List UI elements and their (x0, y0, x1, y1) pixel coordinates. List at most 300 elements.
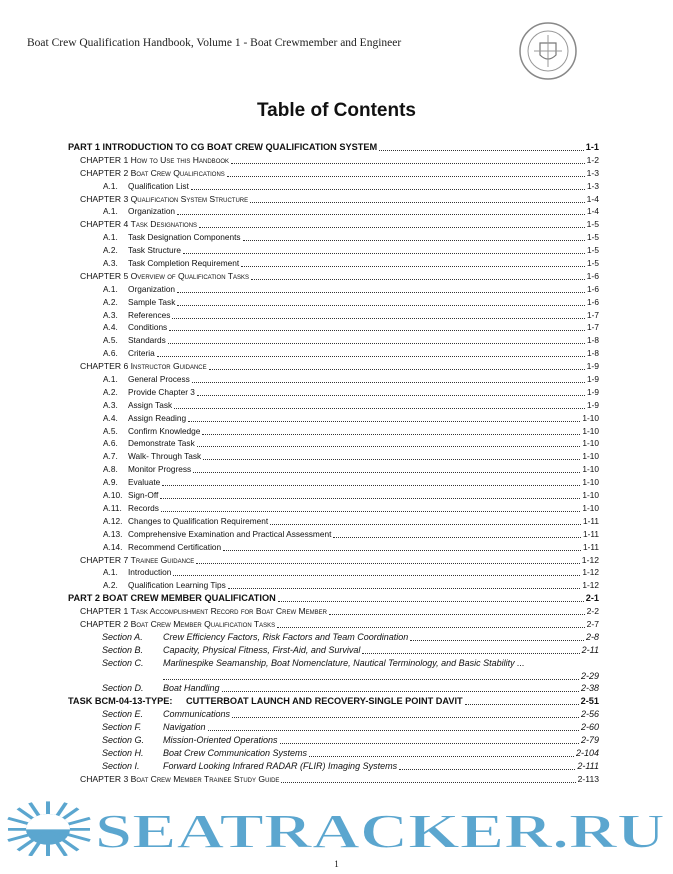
dot-leader (196, 554, 580, 564)
dot-leader (410, 631, 584, 641)
toc-entry-page: 1-8 (587, 335, 599, 346)
toc-entry-number: A.2. (103, 580, 118, 591)
toc-entry-number: CHAPTER 2 (80, 167, 129, 178)
toc-entry-page: 1-7 (587, 322, 599, 333)
toc-entry-title: Task Designation Components (128, 232, 241, 243)
toc-entry-chapter[interactable] (68, 193, 599, 206)
toc-entry-page (598, 657, 599, 670)
toc-entry-label (103, 579, 227, 592)
dot-leader (277, 618, 584, 628)
toc-entry-page: 2-79 (580, 734, 599, 745)
toc-entry-title: Conditions (128, 322, 168, 333)
toc-entry-number: Section B. (102, 644, 144, 655)
dot-leader (172, 309, 585, 319)
toc-entry-label (103, 515, 269, 528)
toc-entry-label (103, 502, 160, 515)
toc-entry-page: 1-10 (582, 425, 599, 436)
toc-entry-label (103, 309, 171, 322)
dot-leader (281, 773, 575, 783)
toc-entry-section[interactable] (68, 760, 599, 773)
toc-entry-page: 2-104 (575, 747, 599, 758)
toc-entry-title: Qualification System Structure (130, 193, 249, 204)
toc-entry-page: 1-12 (582, 580, 599, 591)
toc-entry-part[interactable] (68, 141, 599, 154)
dot-leader (177, 205, 585, 215)
svg-text:SEATRACKER.RU: SEATRACKER.RU (95, 804, 665, 856)
toc-entry-sub[interactable] (68, 566, 599, 579)
toc-entry-page: 1-12 (582, 567, 599, 578)
toc-entry-section[interactable] (68, 734, 599, 747)
dot-leader (191, 180, 585, 190)
toc-entry-page: 1-11 (583, 528, 599, 539)
toc-entry-title: General Process (128, 374, 190, 385)
toc-entry-label (80, 605, 328, 618)
dot-leader (197, 386, 585, 396)
toc-entry-label (103, 244, 182, 257)
page-number: 1 (334, 859, 339, 869)
toc-entry-section[interactable] (68, 721, 599, 734)
toc-entry-label (103, 373, 191, 386)
toc-entry-label (103, 463, 192, 476)
toc-entry-title: Forward Looking Infrared RADAR (FLIR) Imaging Systems (163, 760, 398, 771)
toc-entry-number: CHAPTER 2 (80, 618, 129, 629)
toc-entry-number: CHAPTER 6 (80, 361, 129, 372)
toc-entry-number: A.2. (103, 296, 118, 307)
toc-entry-chapter[interactable] (68, 218, 599, 231)
toc-entry-section[interactable] (68, 747, 599, 760)
toc-entry-page: 1-2 (586, 154, 599, 165)
toc-entry-label (102, 631, 409, 644)
toc-entry-number: A.4. (103, 412, 118, 423)
toc-entry-number: A.9. (103, 477, 118, 488)
toc-entry-label (80, 554, 195, 567)
toc-entry-page: 1-10 (582, 464, 599, 475)
toc-entry-label (102, 682, 221, 695)
toc-entry-title: Capacity, Physical Fitness, First-Aid, and Survival (163, 644, 361, 655)
toc-entry-page: 2-51 (580, 696, 599, 707)
toc-entry-page: 2-111 (577, 760, 599, 771)
toc-entry-number: A.1. (103, 232, 118, 243)
toc-entry-number: CHAPTER 3 (80, 773, 129, 784)
toc-entry-section[interactable] (68, 631, 599, 644)
toc-entry-label (161, 670, 162, 683)
toc-entry-title: Task Accomplishment Record for Boat Crew Member (130, 606, 327, 617)
toc-entry-chapter[interactable] (68, 270, 599, 283)
toc-entry-page: 1-10 (582, 490, 599, 501)
toc-entry-label (102, 734, 279, 747)
dot-leader (232, 708, 579, 718)
toc-entry-number: A.3. (103, 258, 118, 269)
toc-entry-label (68, 695, 464, 708)
toc-entry-page: 1-5 (586, 219, 599, 230)
dot-leader (241, 257, 585, 267)
toc-entry-part[interactable] (68, 592, 599, 605)
toc-entry-page: 1-1 (585, 142, 599, 152)
toc-entry-number: A.1. (103, 180, 118, 191)
toc-entry-number: Section A. (102, 631, 143, 642)
dot-leader (243, 231, 585, 241)
toc-entry-label (103, 412, 187, 425)
toc-entry-sub[interactable] (68, 205, 599, 218)
dot-leader (280, 734, 579, 744)
toc-entry-page: 1-10 (582, 502, 599, 513)
toc-entry-number: A.1. (103, 374, 118, 385)
toc-entry-number: A.2. (103, 245, 118, 256)
toc-entry-chapter[interactable] (68, 773, 599, 786)
toc-entry-label (103, 231, 242, 244)
toc-entry-page: 1-9 (587, 399, 599, 410)
toc-entry-label (80, 218, 198, 231)
toc-entry-sub[interactable] (68, 450, 599, 463)
toc-entry-title: Assign Task (128, 399, 173, 410)
toc-entry-page: 1-7 (587, 309, 599, 320)
dot-leader (222, 682, 579, 692)
dot-leader (163, 670, 579, 680)
dot-leader (399, 760, 575, 770)
toc-entry-sub[interactable] (68, 283, 599, 296)
dot-leader (177, 296, 585, 306)
running-header: Boat Crew Qualification Handbook, Volume 1 - Boat Crewmember and Engineer (27, 37, 402, 49)
toc-entry-label (102, 657, 526, 670)
toc-entry-page: 1-10 (582, 412, 599, 423)
toc-entry-label (103, 321, 168, 334)
toc-entry-label (103, 257, 240, 270)
toc-entry-sub[interactable] (68, 412, 599, 425)
toc-entry-label (102, 721, 207, 734)
dot-leader (174, 399, 585, 409)
toc-entry-page: 1-11 (583, 541, 599, 552)
dot-leader (329, 605, 585, 615)
toc-entry-label (103, 283, 176, 296)
dot-leader (160, 489, 580, 499)
toc-entry-label (103, 476, 161, 489)
toc-entry-page: 1-10 (582, 438, 599, 449)
toc-entry-sub[interactable] (68, 373, 599, 386)
toc-entry-title: Records (128, 502, 159, 513)
toc-entry-number: CHAPTER 4 (80, 219, 129, 230)
toc-entry-page: 1-10 (582, 451, 599, 462)
toc-entry-number: A.4. (103, 322, 118, 333)
dot-leader (228, 579, 581, 589)
toc-entry-title: Monitor Progress (128, 464, 192, 475)
dot-leader (197, 437, 581, 447)
toc-entry-title: Changes to Qualification Requirement (128, 515, 269, 526)
toc-entry-page: 2-56 (580, 709, 599, 720)
toc-entry-page: 2-29 (580, 670, 599, 681)
dot-leader (250, 193, 584, 203)
toc-entry-label (103, 450, 202, 463)
toc-entry-page: 2-38 (580, 683, 599, 694)
toc-entry-number: A.5. (103, 335, 118, 346)
dot-leader (157, 347, 585, 357)
toc-entry-number: A.2. (103, 386, 118, 397)
toc-entry-title: How to Use this Handbook (130, 154, 230, 165)
dot-leader (162, 476, 580, 486)
toc-entry-title: Organization (128, 283, 176, 294)
toc-entry-sub[interactable] (68, 425, 599, 438)
toc-entry-title: Boat Crew Member Trainee Study Guide (130, 773, 280, 784)
dot-leader (188, 412, 580, 422)
toc-entry-page: 1-9 (586, 361, 599, 372)
toc-entry-number: A.1. (103, 206, 118, 217)
toc-entry-label (68, 592, 277, 605)
toc-entry-number: Section C. (102, 657, 144, 668)
toc-entry-title: Qualification Learning Tips (128, 580, 226, 591)
toc-entry-label (103, 425, 201, 438)
toc-entry-sub[interactable] (68, 515, 599, 528)
toc-entry-label (103, 296, 176, 309)
dot-leader (209, 360, 585, 370)
toc-entry-number: A.1. (103, 283, 118, 294)
toc-entry-title: Boat Crew Member Qualification Tasks (130, 618, 276, 629)
toc-entry-sub[interactable] (68, 244, 599, 257)
toc-entry-title: Trainee Guidance (130, 554, 195, 565)
toc-entry-page: 2-2 (586, 606, 599, 617)
toc-entry-title: Navigation (163, 722, 206, 733)
toc-entry-sub[interactable] (68, 528, 599, 541)
toc-entry-label (68, 141, 378, 154)
toc-entry-label (102, 708, 231, 721)
toc-entry-title: Marlinespike Seamanship, Boat Nomenclature, Nautical Terminology, and Basic Stability ... (163, 657, 525, 668)
toc-entry-number: A.1. (103, 567, 118, 578)
toc-entry-sub[interactable] (68, 309, 599, 322)
dot-leader (192, 373, 585, 383)
toc-entry-number: A.12. (103, 515, 123, 526)
toc-entry-page: 1-4 (587, 206, 599, 217)
toc-entry-label (80, 360, 208, 373)
toc-entry-title: Task Structure (128, 245, 182, 256)
toc-entry-title: Communications (163, 709, 231, 720)
toc-entry-number: CHAPTER 3 (80, 193, 129, 204)
toc-entry-number: A.13. (103, 528, 123, 539)
dot-leader (202, 425, 580, 435)
toc-entry-page: 2-11 (581, 644, 599, 655)
toc-entry-title: Task Designations (130, 219, 198, 230)
toc-entry-page: 2-8 (585, 631, 599, 642)
toc-entry-sub[interactable] (68, 476, 599, 489)
toc-entry-title: Instructor Guidance (130, 361, 207, 372)
toc-entry-number: A.3. (103, 309, 118, 320)
toc-entry-chapter[interactable] (68, 360, 599, 373)
toc-entry-title: Recommend Certification (128, 541, 222, 552)
toc-entry-sub[interactable] (68, 489, 599, 502)
toc-entry-section[interactable] (68, 708, 599, 721)
toc-entry-title: Sign-Off (128, 490, 159, 501)
toc-entry-title: Sample Task (128, 296, 176, 307)
toc-entry-title: CUTTERBOAT LAUNCH AND RECOVERY-SINGLE POINT DAVIT (186, 696, 463, 707)
toc-entry-section[interactable] (68, 644, 599, 657)
toc-entry-cont[interactable] (68, 670, 599, 683)
dot-leader (161, 502, 580, 512)
toc-entry-label (103, 386, 196, 399)
page-title: Table of Contents (256, 100, 417, 121)
toc-entry-number: A.11. (103, 502, 122, 513)
toc-entry-label (80, 773, 280, 786)
toc-entry-sub[interactable] (68, 541, 599, 554)
dot-leader (183, 244, 585, 254)
toc-entry-page: 1-3 (587, 180, 599, 191)
toc-entry-label (80, 154, 230, 167)
toc-entry-page: 1-5 (587, 258, 599, 269)
seatracker-watermark (0, 800, 673, 856)
toc-entry-title: PART 2 BOAT CREW MEMBER QUALIFICATION (68, 593, 276, 604)
toc-entry-sub[interactable] (68, 296, 599, 309)
toc-entry-title: Qualification List (128, 180, 189, 191)
toc-entry-title: Boat Handling (163, 683, 220, 694)
toc-entry-label (103, 180, 190, 193)
dot-leader (362, 644, 579, 654)
toc-entry-title: Introduction (128, 567, 172, 578)
toc-entry-page: 1-5 (587, 245, 599, 256)
toc-entry-page: 1-10 (582, 477, 599, 488)
toc-entry-page: 2-113 (577, 773, 599, 784)
dot-leader (333, 528, 581, 538)
toc-entry-label (103, 205, 176, 218)
toc-entry-page: 1-11 (583, 515, 599, 526)
toc-entry-title: Confirm Knowledge (128, 425, 201, 436)
toc-entry-title: Task Completion Requirement (128, 258, 240, 269)
toc-entry-number: Section G. (102, 734, 145, 745)
toc-entry-label (103, 399, 173, 412)
toc-entry-chapter[interactable] (68, 618, 599, 631)
toc-entry-sub[interactable] (68, 463, 599, 476)
toc-entry-chapter[interactable] (68, 605, 599, 618)
dot-leader (227, 167, 585, 177)
toc-entry-label (103, 347, 156, 360)
toc-entry-number: A.5. (103, 425, 118, 436)
coast-guard-seal-logo (518, 21, 578, 81)
toc-entry-page: 2-7 (586, 618, 599, 629)
toc-entry-label (103, 489, 159, 502)
dot-leader (270, 515, 581, 525)
toc-entry-sub[interactable] (68, 180, 599, 193)
toc-entry-page: 1-6 (587, 283, 599, 294)
dot-leader (379, 141, 584, 151)
dot-leader (208, 721, 579, 731)
dot-leader (193, 463, 580, 473)
toc-entry-page: 1-6 (587, 296, 599, 307)
toc-entry-number: Section I. (102, 760, 140, 771)
toc-entry-number: Section D. (102, 683, 144, 694)
toc-entry-chapter[interactable] (68, 554, 599, 567)
dot-leader (199, 218, 585, 228)
toc-entry-page: 1-8 (587, 348, 599, 359)
toc-entry-page: 1-9 (587, 386, 599, 397)
toc-entry-number: A.10. (103, 490, 123, 501)
toc-entry-title: Evaluate (128, 477, 161, 488)
toc-entry-title: Walk- Through Task (128, 451, 202, 462)
toc-entry-number: CHAPTER 5 (80, 270, 129, 281)
toc-entry-number: A.6. (103, 348, 118, 359)
toc-entry-section[interactable] (68, 682, 599, 695)
toc-entry-title: Mission-Oriented Operations (163, 734, 278, 745)
toc-entry-number: A.8. (103, 464, 118, 475)
toc-entry-label (103, 334, 167, 347)
toc-entry-number: CHAPTER 1 (80, 154, 129, 165)
toc-entry-number: CHAPTER 7 (80, 554, 129, 565)
toc-entry-task[interactable] (68, 695, 599, 708)
toc-entry-title: Boat Crew Communication Systems (163, 747, 308, 758)
toc-entry-section[interactable] (68, 657, 599, 670)
toc-entry-title: Demonstrate Task (128, 438, 195, 449)
sun-icon (8, 801, 90, 856)
toc-entry-label (80, 167, 226, 180)
toc-entry-title: PART 1 INTRODUCTION TO CG BOAT CREW QUALIFICATION SYSTEM (68, 142, 378, 152)
toc-entry-label (103, 566, 172, 579)
dot-leader (309, 747, 574, 757)
toc-entry-title: References (128, 309, 171, 320)
toc-entry-number: A.6. (103, 438, 118, 449)
toc-entry-sub[interactable] (68, 257, 599, 270)
toc-entry-page: 1-12 (581, 554, 599, 565)
toc-entry-label (103, 437, 196, 450)
toc-entry-title: Comprehensive Examination and Practical Assessment (128, 528, 332, 539)
toc-entry-page: 2-60 (580, 722, 599, 733)
toc-entry-label (102, 747, 308, 760)
toc-entry-page: 1-5 (587, 232, 599, 243)
toc-entry-page: 2-1 (585, 593, 599, 604)
table-of-contents (68, 141, 599, 786)
toc-entry-number: A.7. (103, 451, 118, 462)
dot-leader (278, 592, 584, 602)
toc-entry-label (102, 760, 398, 773)
toc-entry-sub[interactable] (68, 502, 599, 515)
toc-entry-sub[interactable] (68, 579, 599, 592)
dot-leader (168, 334, 585, 344)
toc-entry-sub[interactable] (68, 399, 599, 412)
toc-entry-title: Criteria (128, 348, 155, 359)
toc-entry-sub[interactable] (68, 347, 599, 360)
toc-entry-number: Section F. (102, 722, 142, 733)
dot-leader (223, 541, 581, 551)
dot-leader (177, 283, 585, 293)
toc-entry-label (80, 193, 249, 206)
toc-entry-title: Provide Chapter 3 (128, 386, 195, 397)
toc-entry-sub[interactable] (68, 231, 599, 244)
toc-entry-page: 1-3 (586, 167, 599, 178)
toc-entry-title: Organization (128, 206, 176, 217)
dot-leader (231, 154, 585, 164)
toc-entry-number: A.14. (103, 541, 123, 552)
toc-entry-sub[interactable] (68, 334, 599, 347)
toc-entry-chapter[interactable] (68, 167, 599, 180)
dot-leader (203, 450, 580, 460)
toc-entry-label (103, 528, 332, 541)
toc-entry-chapter[interactable] (68, 154, 599, 167)
toc-entry-title: Crew Efficiency Factors, Risk Factors and Team Coordination (163, 631, 409, 642)
dot-leader (251, 270, 585, 280)
toc-entry-number: Section H. (102, 747, 144, 758)
toc-entry-title: Standards (128, 335, 166, 346)
toc-entry-number: Section E. (102, 709, 144, 720)
toc-entry-sub[interactable] (68, 437, 599, 450)
dot-leader (465, 695, 579, 705)
toc-entry-title: Overview of Qualification Tasks (130, 270, 250, 281)
toc-entry-label (103, 541, 222, 554)
toc-entry-sub[interactable] (68, 386, 599, 399)
dot-leader (169, 321, 585, 331)
toc-entry-title: Assign Reading (128, 412, 187, 423)
toc-entry-label (80, 618, 276, 631)
toc-entry-number: CHAPTER 1 (80, 606, 129, 617)
toc-entry-number: A.3. (103, 399, 118, 410)
toc-entry-label (80, 270, 250, 283)
toc-entry-label (102, 644, 361, 657)
dot-leader (173, 566, 580, 576)
toc-entry-page: 1-4 (586, 193, 599, 204)
toc-entry-number: TASK BCM-04-13-TYPE: (68, 696, 173, 707)
toc-entry-sub[interactable] (68, 321, 599, 334)
